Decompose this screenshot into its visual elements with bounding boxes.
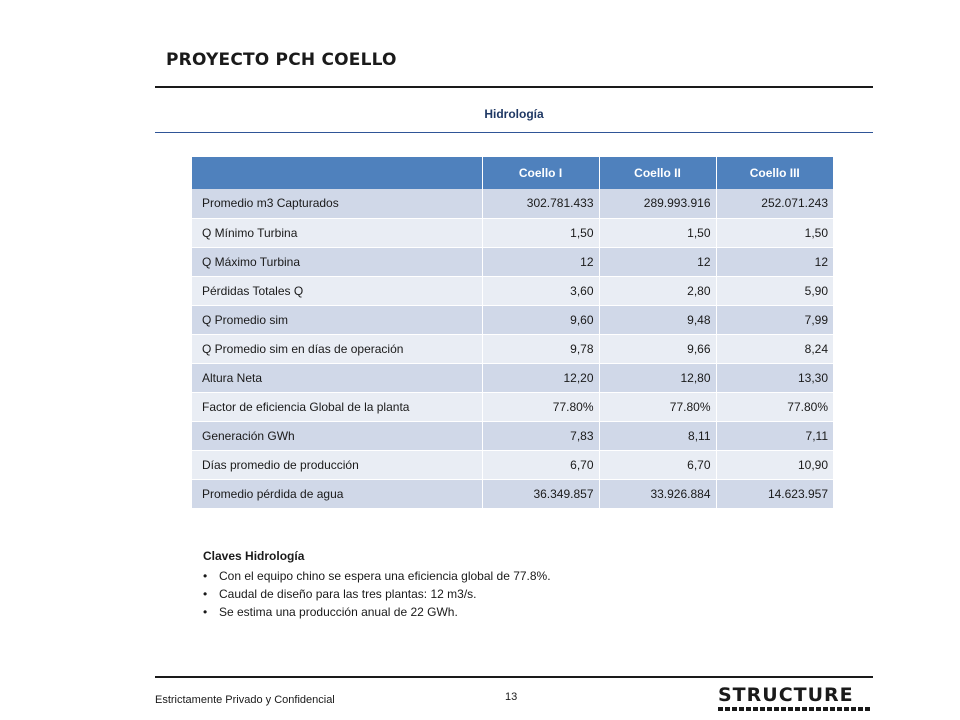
cell-value: 9,48 bbox=[599, 305, 716, 334]
footer-divider bbox=[155, 676, 873, 678]
bullet-icon: • bbox=[203, 587, 208, 601]
table-row bbox=[192, 276, 833, 305]
row-label: Q Promedio sim bbox=[192, 305, 482, 334]
cell-value: 77.80% bbox=[482, 392, 599, 421]
note-text: Se estima una producción anual de 22 GWh. bbox=[219, 605, 458, 619]
section-subtitle: Hidrología bbox=[484, 107, 544, 121]
column-header-coello-iii: Coello III bbox=[716, 157, 833, 189]
note-item bbox=[203, 603, 551, 621]
cell-value: 3,60 bbox=[482, 276, 599, 305]
table-row bbox=[192, 247, 833, 276]
cell-value: 12,20 bbox=[482, 363, 599, 392]
table-row bbox=[192, 450, 833, 479]
row-label: Pérdidas Totales Q bbox=[192, 276, 482, 305]
note-item bbox=[203, 585, 551, 603]
row-label: Días promedio de producción bbox=[192, 450, 482, 479]
cell-value: 7,11 bbox=[716, 421, 833, 450]
note-item bbox=[203, 567, 551, 585]
cell-value: 36.349.857 bbox=[482, 479, 599, 508]
cell-value: 252.071.243 bbox=[716, 189, 833, 218]
table-row bbox=[192, 218, 833, 247]
row-label: Factor de eficiencia Global de la planta bbox=[192, 392, 482, 421]
row-label: Q Máximo Turbina bbox=[192, 247, 482, 276]
cell-value: 77.80% bbox=[716, 392, 833, 421]
confidentiality-notice: Estrictamente Privado y Confidencial bbox=[155, 694, 335, 706]
cell-value: 7,83 bbox=[482, 421, 599, 450]
table-row bbox=[192, 334, 833, 363]
note-text: Caudal de diseño para las tres plantas: 12 m3/s. bbox=[219, 587, 477, 601]
row-label: Q Mínimo Turbina bbox=[192, 218, 482, 247]
row-label: Promedio m3 Capturados bbox=[192, 189, 482, 218]
cell-value: 12 bbox=[599, 247, 716, 276]
cell-value: 12,80 bbox=[599, 363, 716, 392]
cell-value: 8,24 bbox=[716, 334, 833, 363]
cell-value: 1,50 bbox=[599, 218, 716, 247]
notes-list bbox=[203, 567, 551, 621]
row-label: Altura Neta bbox=[192, 363, 482, 392]
cell-value: 1,50 bbox=[716, 218, 833, 247]
cell-value: 5,90 bbox=[716, 276, 833, 305]
cell-value: 13,30 bbox=[716, 363, 833, 392]
page-number: 13 bbox=[505, 691, 518, 703]
cell-value: 12 bbox=[482, 247, 599, 276]
structure-logo bbox=[718, 685, 872, 713]
table-header-row bbox=[192, 157, 833, 189]
logo-underline bbox=[718, 707, 872, 711]
cell-value: 289.993.916 bbox=[599, 189, 716, 218]
cell-value: 302.781.433 bbox=[482, 189, 599, 218]
cell-value: 9,66 bbox=[599, 334, 716, 363]
table-row bbox=[192, 305, 833, 334]
cell-value: 7,99 bbox=[716, 305, 833, 334]
note-text: Con el equipo chino se espera una eficiencia global de 77.8%. bbox=[219, 569, 551, 583]
hydrology-notes bbox=[203, 549, 551, 621]
cell-value: 14.623.957 bbox=[716, 479, 833, 508]
bullet-icon: • bbox=[203, 569, 208, 583]
table-row bbox=[192, 392, 833, 421]
cell-value: 77.80% bbox=[599, 392, 716, 421]
bullet-icon: • bbox=[203, 605, 208, 619]
row-label: Q Promedio sim en días de operación bbox=[192, 334, 482, 363]
cell-value: 6,70 bbox=[599, 450, 716, 479]
page-title: PROYECTO PCH COELLO bbox=[166, 50, 397, 70]
subtitle-divider bbox=[155, 132, 873, 133]
hydrology-table bbox=[192, 157, 833, 509]
logo-wordmark: STRUCTURE bbox=[718, 684, 854, 706]
table-row bbox=[192, 363, 833, 392]
cell-value: 10,90 bbox=[716, 450, 833, 479]
cell-value: 33.926.884 bbox=[599, 479, 716, 508]
cell-value: 1,50 bbox=[482, 218, 599, 247]
cell-value: 9,60 bbox=[482, 305, 599, 334]
table-row bbox=[192, 189, 833, 218]
table-row bbox=[192, 479, 833, 508]
table-row bbox=[192, 421, 833, 450]
row-label: Promedio pérdida de agua bbox=[192, 479, 482, 508]
column-header-coello-ii: Coello II bbox=[599, 157, 716, 189]
title-divider bbox=[155, 86, 873, 88]
cell-value: 12 bbox=[716, 247, 833, 276]
notes-title: Claves Hidrología bbox=[203, 549, 305, 563]
column-header-label bbox=[192, 157, 482, 189]
column-header-coello-i: Coello I bbox=[482, 157, 599, 189]
cell-value: 8,11 bbox=[599, 421, 716, 450]
table-body bbox=[192, 189, 833, 508]
cell-value: 6,70 bbox=[482, 450, 599, 479]
row-label: Generación GWh bbox=[192, 421, 482, 450]
cell-value: 2,80 bbox=[599, 276, 716, 305]
cell-value: 9,78 bbox=[482, 334, 599, 363]
